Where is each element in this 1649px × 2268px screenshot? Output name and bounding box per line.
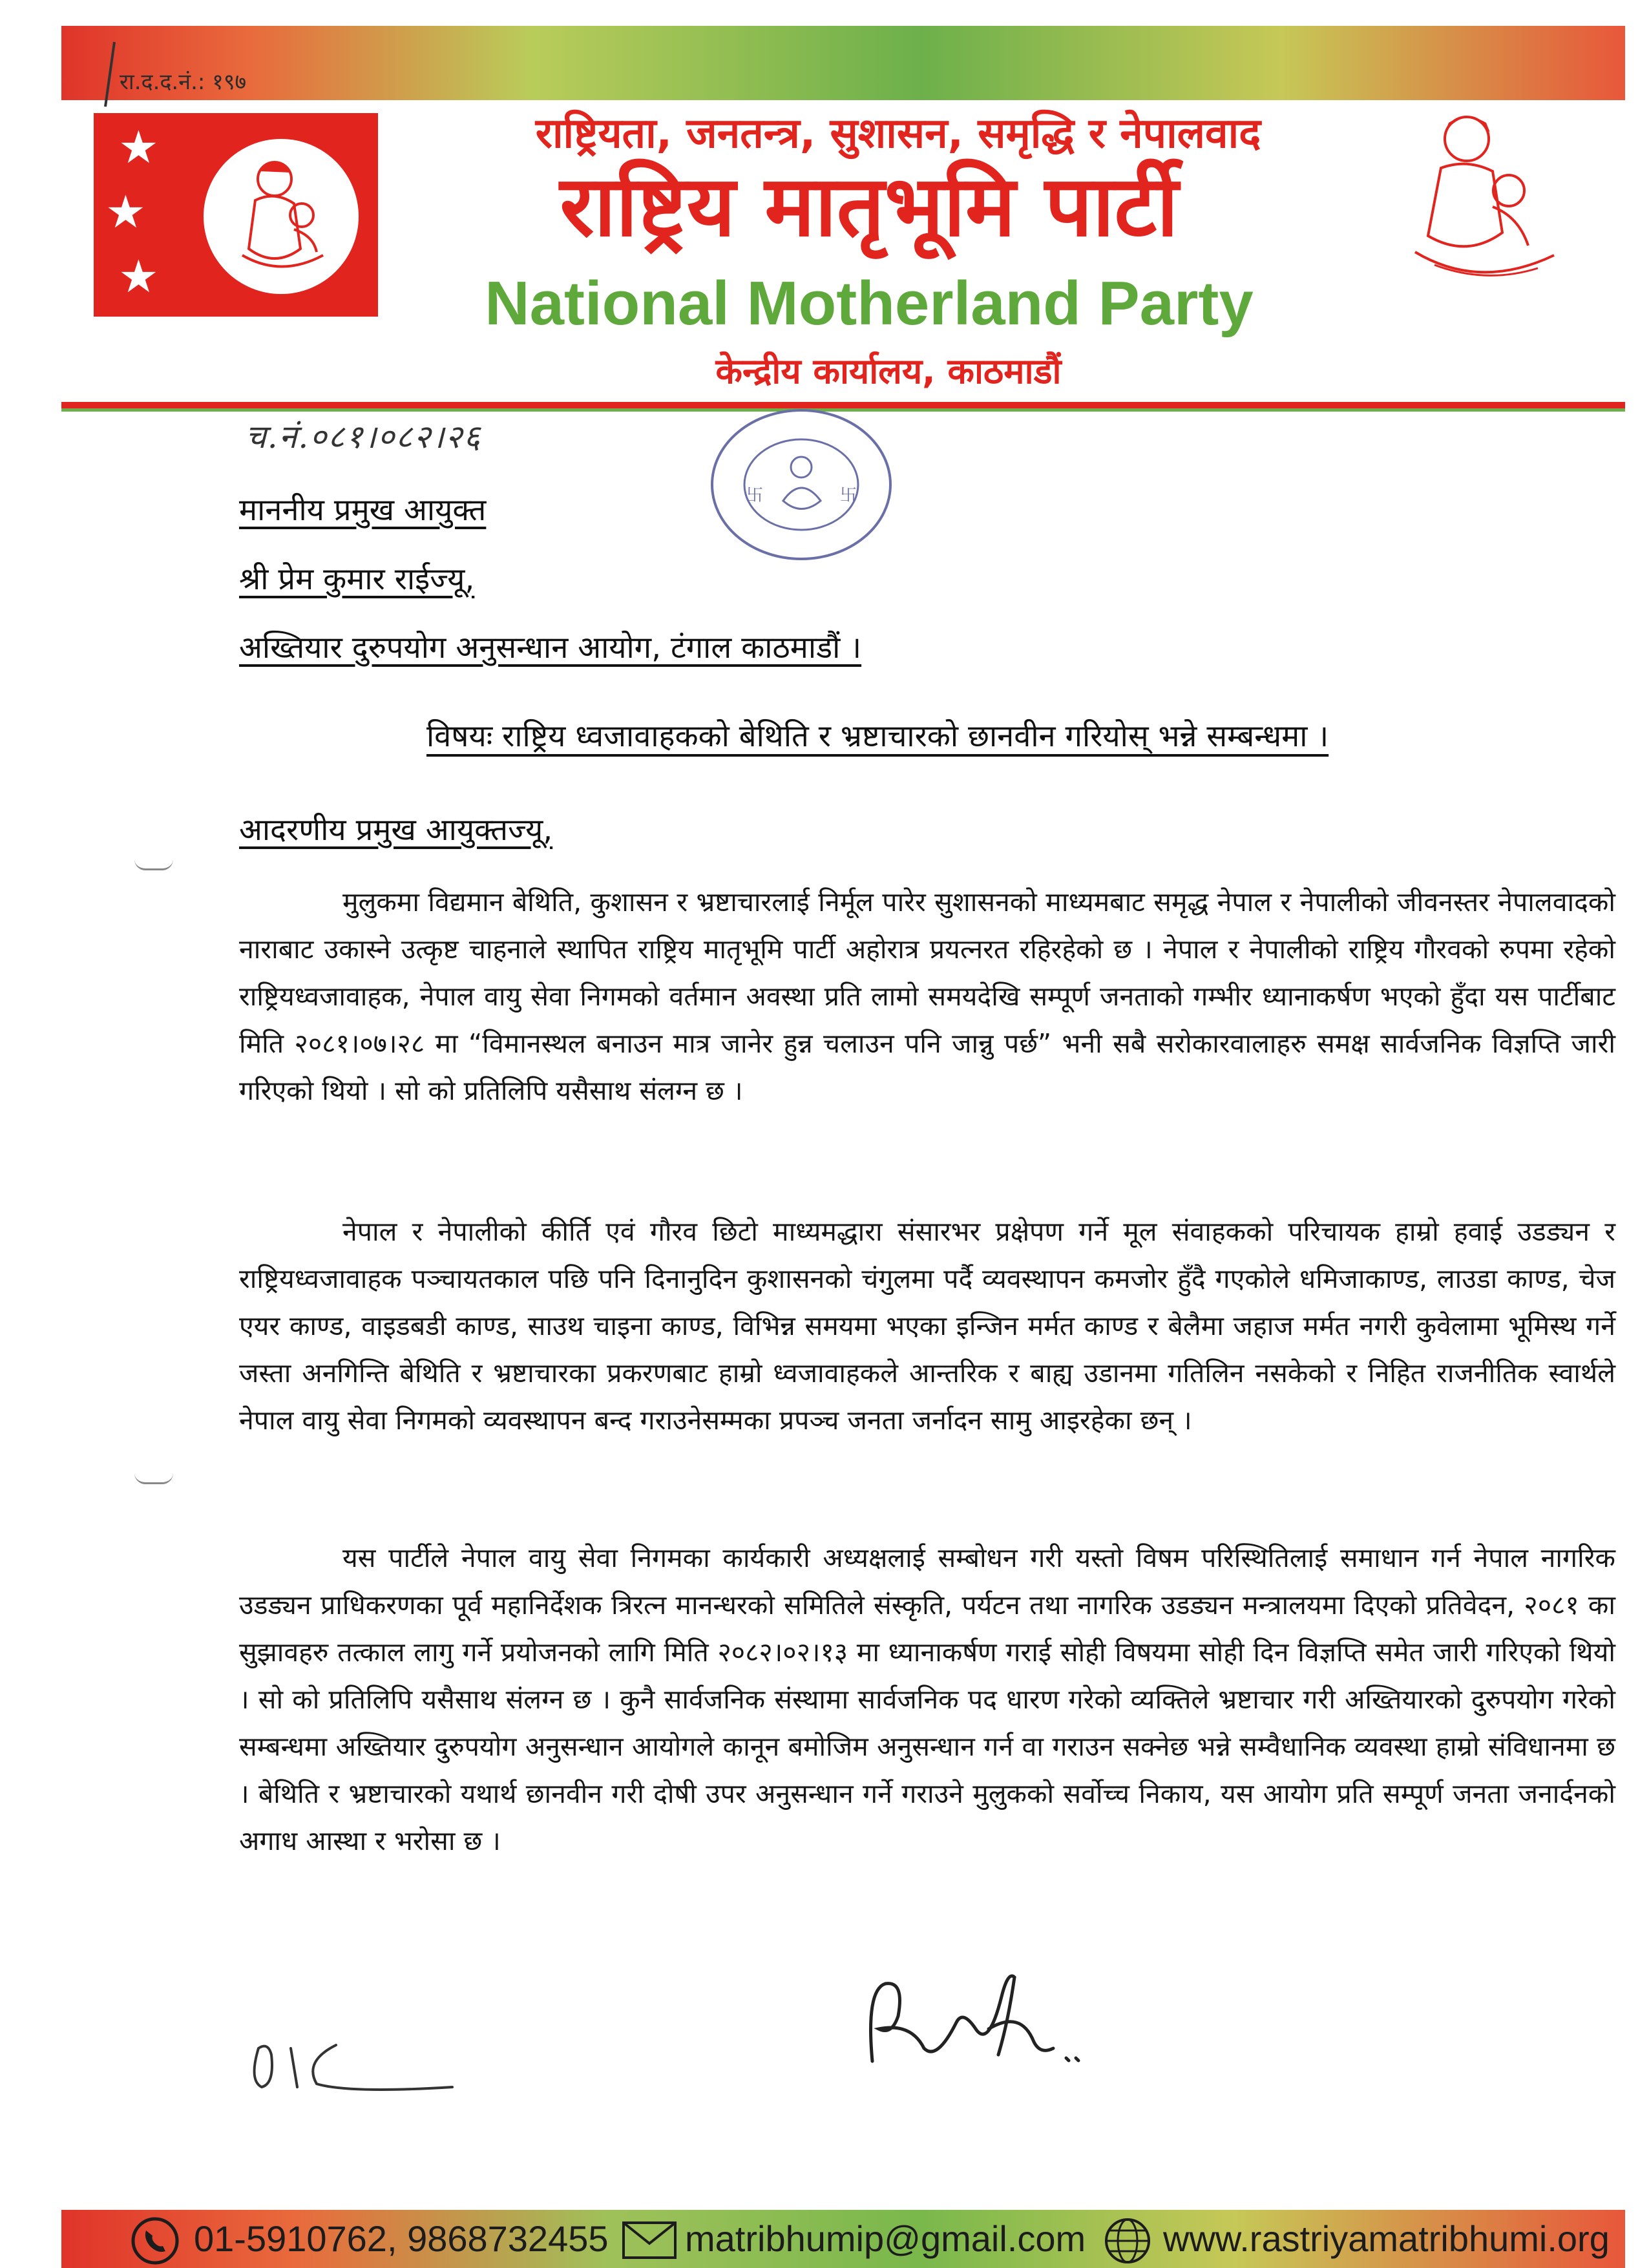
- party-slogan: राष्ट्रियता, जनतन्त्र, सुशासन, समृद्धि र नेपालवाद: [535, 110, 1261, 158]
- party-seal-stamp: [704, 404, 898, 565]
- pen-stroke-mark: [100, 39, 120, 110]
- mother-child-emblem: [204, 139, 359, 294]
- phone-icon: [129, 2215, 181, 2267]
- registration-number: रा.द.द.नं.: १९७: [120, 69, 247, 95]
- recipient-office: अख्तियार दुरुपयोग अनुसन्धान आयोग, टंगाल काठमाडौं ।: [239, 630, 862, 666]
- body-paragraph-3: यस पार्टीले नेपाल वायु सेवा निगमका कार्यकारी अध्यक्षलाई सम्बोधन गरी यस्तो विषम परिस्थितिलाई समाधान गर्न नेपाल नागरिक उडड्यन प्राधिकरणका पूर्व महानिर्देशक त्रिरत्न मानन्धरको समितिले संस्कृति, पर्यटन तथा नागरिक उडड्यन मन्त्रालयमा दिएको प्रतिवेदन, २०८१ का सुझावहरु तत्काल लागु गर्ने प्रयोजनको लागि मिति २०८२।०२।१३ मा ध्यानाकर्षण गराई सोही विषयमा सोही दिन विज्ञप्ति समेत जारी गरिएको थियो । सो को प्रतिलिपि यसैसाथ संलग्न छ । कुनै सार्वजनिक संस्थामा सार्वजनिक पद धारण गरेको व्यक्तिले भ्रष्टाचार गरी अख्तियारको दुरुपयोग गरेको सम्बन्धमा अख्तियार दुरुपयोग अनुसन्धान आयोगले कानून बमोजिम अनुसन्धान गर्न वा गराउन सक्नेछ भन्ने सम्वैधानिक व्यवस्था हाम्रो संविधानमा छ । बेथिति र भ्रष्टाचारको यथार्थ छानवीन गरी दोषी उपर अनुसन्धान गर्ने गराउने मुलुकको सर्वोच्च निकाय, यस आयोग प्रति सम्पूर्ण जनता जनार्दनको अगाध आस्था र भरोसा छ ।: [239, 1542, 1615, 1856]
- recipient-title: माननीय प्रमुख आयुक्त: [239, 492, 487, 528]
- header-color-band: [61, 26, 1625, 100]
- recipient-name: श्री प्रेम कुमार राईज्यू,: [239, 562, 475, 597]
- body-paragraph-1: मुलुकमा विद्यमान बेथिति, कुशासन र भ्रष्टाचारलाई निर्मूल पारेर सुशासनको माध्यमबाट समृद्ध नेपाल र नेपालीको जीवनस्तर नेपालवादको नाराबाट उकास्ने उत्कृष्ट चाहनाले स्थापित राष्ट्रिय मातृभूमि पार्टी अहोरात्र प्रयत्नरत रहिरहेको छ । नेपाल र नेपालीको राष्ट्रिय गौरवको रुपमा रहेको राष्ट्रियध्वजावाहक, नेपाल वायु सेवा निगमको वर्तमान अवस्था प्रति लामो समयदेखि सम्पूर्ण जनताको गम्भीर ध्यानाकर्षण भएको हुँदा यस पार्टीबाट मिति २०८१।०७।२८ मा “विमानस्थल बनाउन मात्र जानेर हुन्न चलाउन पनि जान्नु पर्छ” भनी सबै सरोकारवालाहरु समक्ष सार्वजनिक विज्ञप्ति जारी गरिएको थियो । सो को प्रतिलिपि यसैसाथ संलग्न छ ।: [239, 887, 1615, 1106]
- email-icon: [620, 2218, 678, 2263]
- svg-text:卐: 卐: [746, 486, 764, 505]
- handwritten-note: [246, 2029, 459, 2100]
- signature: [859, 1951, 1092, 2074]
- punch-hole-mark: [134, 1473, 173, 1484]
- footer-email[interactable]: matribhumip@gmail.com: [685, 2218, 1086, 2259]
- star-icon: ★: [118, 250, 159, 303]
- punch-hole-mark: [134, 859, 173, 870]
- svg-text:卐: 卐: [840, 486, 857, 505]
- body-paragraph-2: नेपाल र नेपालीको कीर्ति एवं गौरव छिटो माध्यमद्धारा संसारभर प्रक्षेपण गर्ने मूल संवाहकको परिचायक हाम्रो हवाई उडड्यन र राष्ट्रियध्वजावाहक पञ्चायतकाल पछि पनि दिनानुदिन कुशासनको चंगुलमा पर्दै व्यवस्थापन कमजोर हुँदै गएकोले धमिजाकाण्ड, लाउडा काण्ड, चेज एयर काण्ड, वाइडबडी काण्ड, साउथ चाइना काण्ड, विभिन्न समयमा भएका इन्जिन मर्मत काण्ड र बेलैमा जहाज मर्मत नगरी कुवेलामा भूमिस्थ गर्ने जस्ता अनगिन्ति बेथिति र भ्रष्टाचारका प्रकरणबाट हाम्रो ध्वजावाहकले आन्तरिक र बाह्य उडानमा गतिलिन नसकेको र निहित राजनीतिक स्वार्थले नेपाल वायु सेवा निगमको व्यवस्थापन बन्द गराउनेसम्मका प्रपञ्च जनता जर्नादन सामु आइरहेका छन् ।: [239, 1216, 1615, 1436]
- mother-child-illustration: [1389, 103, 1570, 297]
- star-icon: ★: [118, 121, 159, 174]
- globe-icon: [1102, 2215, 1153, 2267]
- star-icon: ★: [105, 185, 146, 238]
- letter-subject: विषयः राष्ट्रिय ध्वजावाहकको बेथिति र भ्रष्टाचारको छानवीन गरियोस् भन्ने सम्बन्धमा ।: [426, 719, 1329, 754]
- footer-phone: 01-5910762, 9868732455: [194, 2218, 609, 2259]
- salutation: आदरणीय प्रमुख आयुक्तज्यू,: [239, 812, 553, 848]
- central-office-label: केन्द्रीय कार्यालय, काठमाडौं: [715, 351, 1062, 392]
- reference-number: च.नं.०८१।०८२।२६: [246, 418, 482, 456]
- party-name-english: National Motherland Party: [485, 269, 1254, 338]
- footer-website[interactable]: www.rastriyamatribhumi.org: [1163, 2218, 1610, 2259]
- party-name-nepali: राष्ट्रिय मातृभूमि पार्टी: [560, 157, 1179, 255]
